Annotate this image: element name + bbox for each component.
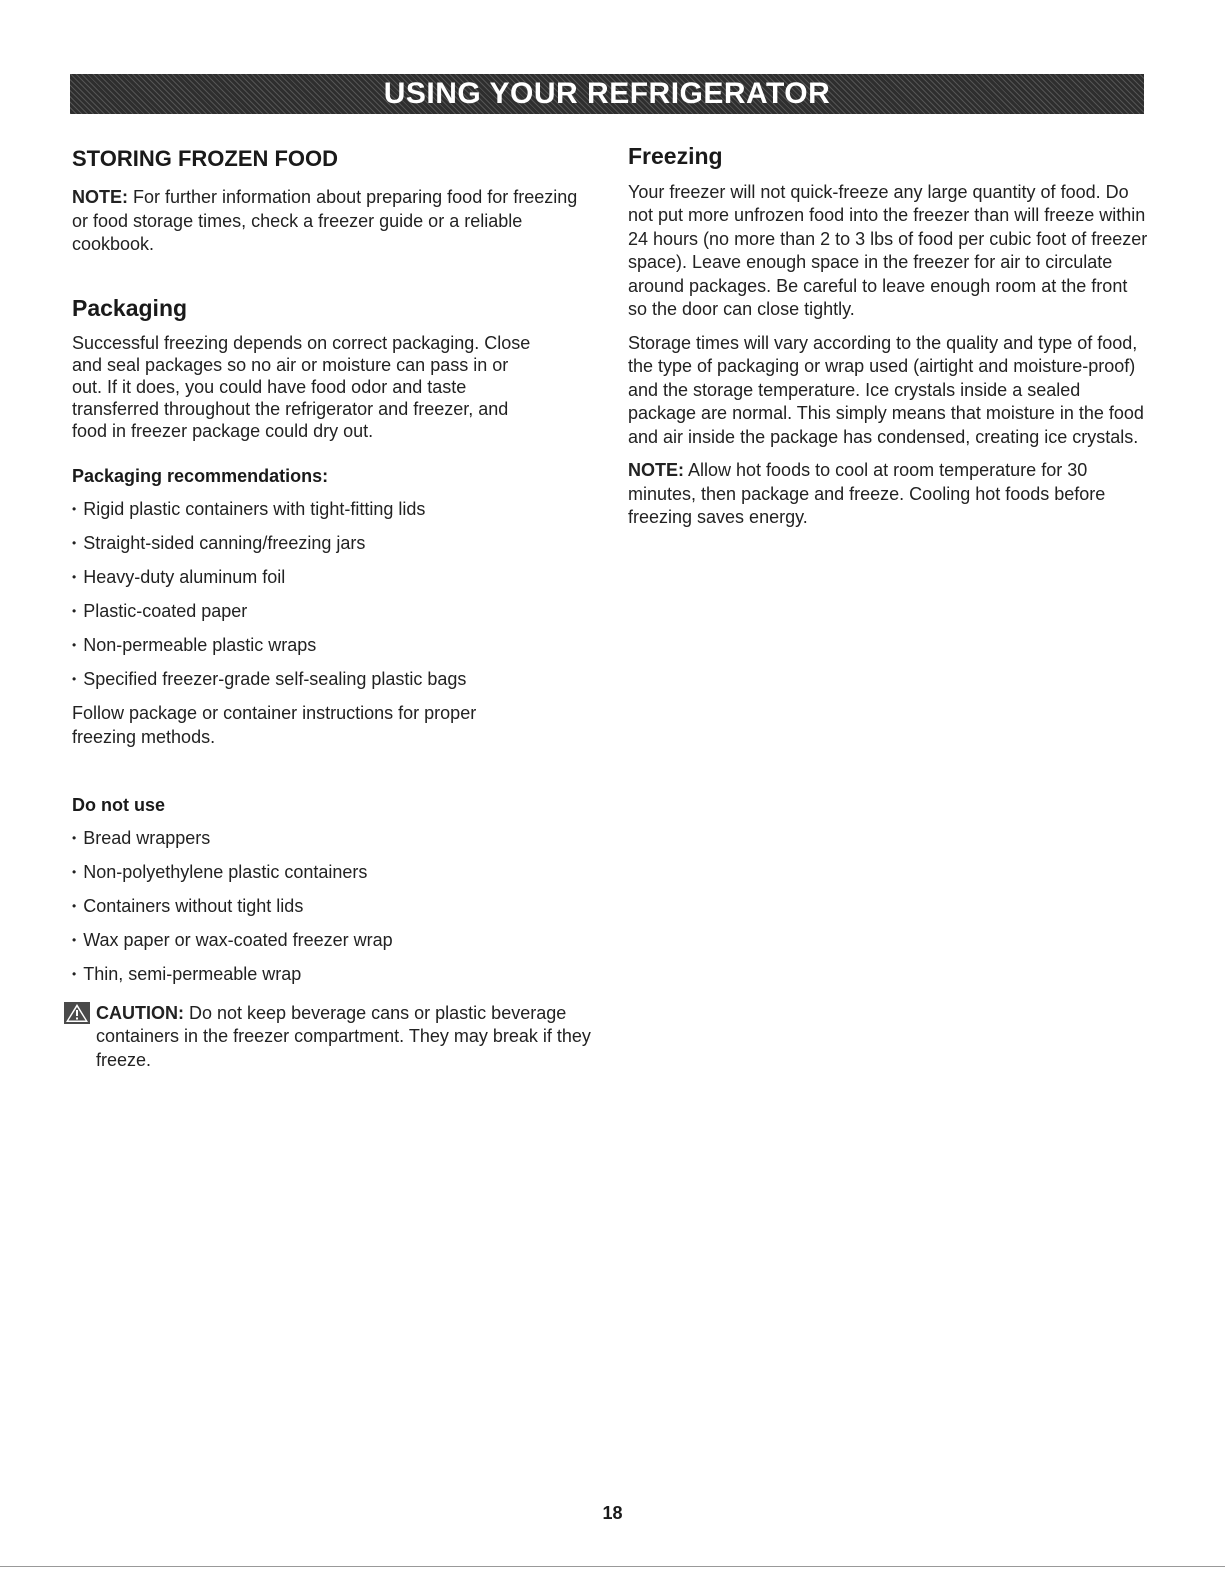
banner-title: USING YOUR REFRIGERATOR <box>383 77 831 110</box>
right-column <box>628 143 1148 530</box>
note-text: For further information about preparing food for freezing or food storage times, check a freezer guide or a reliable cookbook. <box>72 187 578 255</box>
follow-instructions-paragraph: Follow package or container instructions for proper freezing methods. <box>72 703 477 747</box>
freezing-paragraph-2: Storage times will vary according to the quality and type of food, the type of packaging or wrap used (airtight and moisture-proof) and the storage temperature. Ice crystals inside a sealed package are normal. This simply means that moisture in the food and air inside the package has condensed, creating ice crystals. <box>628 332 1144 447</box>
note-label: NOTE: <box>628 460 684 481</box>
list-item: • Plastic-coated paper <box>72 600 617 625</box>
freezing-paragraph-1: Your freezer will not quick-freeze any large quantity of food. Do not put more unfrozen food into the freezer than will freeze within 24 hours (no more than 2 to 3 lbs of food per cubic foot of freezer space). Leave enough space in the freezer for air to circulate around packages. Be careful to leave enough room at the front so the door can close tightly. <box>628 181 1148 320</box>
list-item: • Wax paper or wax-coated freezer wrap <box>72 929 617 954</box>
caution-text: Do not keep beverage cans or plastic beverage containers in the freezer compartment. They may break if they freeze. <box>96 1002 591 1070</box>
list-item: • Containers without tight lids <box>72 895 617 920</box>
list-item: • Heavy-duty aluminum foil <box>72 566 617 591</box>
list-item: • Bread wrappers <box>72 827 617 852</box>
do-not-use-heading: Do not use <box>72 795 165 816</box>
note-paragraph <box>72 186 582 257</box>
page-number: 18 <box>602 1503 623 1523</box>
freezing-heading: Freezing <box>628 143 723 169</box>
do-not-use-list <box>72 827 617 988</box>
list-item: • Thin, semi-permeable wrap <box>72 963 617 988</box>
storing-frozen-food-heading: STORING FROZEN FOOD <box>72 146 339 171</box>
warning-icon <box>64 1002 90 1024</box>
section-banner <box>70 74 1144 114</box>
packaging-paragraph: Successful freezing depends on correct packaging. Close and seal packages so no air or moisture can pass in or out. If it does, you could have food odor and taste transferred throughout the refrigerator and freezer, and food in freezer package could dry out. <box>72 333 531 442</box>
left-column <box>72 146 617 1072</box>
caution-label: CAUTION: <box>96 1002 184 1023</box>
note-text: Allow hot foods to cool at room temperature for 30 minutes, then package and freeze. Cooling hot foods before freezing saves energy. <box>628 460 1106 528</box>
packaging-recommendations-heading: Packaging recommendations: <box>72 466 329 487</box>
list-item: • Straight-sided canning/freezing jars <box>72 532 617 557</box>
list-item: • Non-permeable plastic wraps <box>72 634 617 659</box>
list-item: • Specified freezer-grade self-sealing plastic bags <box>72 668 617 693</box>
packaging-heading: Packaging <box>72 294 188 321</box>
list-item: • Rigid plastic containers with tight-fitting lids <box>72 498 617 523</box>
recommendations-list <box>72 498 617 693</box>
caution-paragraph <box>72 1002 616 1073</box>
bottom-rule <box>0 1566 1225 1567</box>
list-item: • Non-polyethylene plastic containers <box>72 861 617 886</box>
note-paragraph <box>628 459 1128 530</box>
note-label: NOTE: <box>72 187 128 208</box>
